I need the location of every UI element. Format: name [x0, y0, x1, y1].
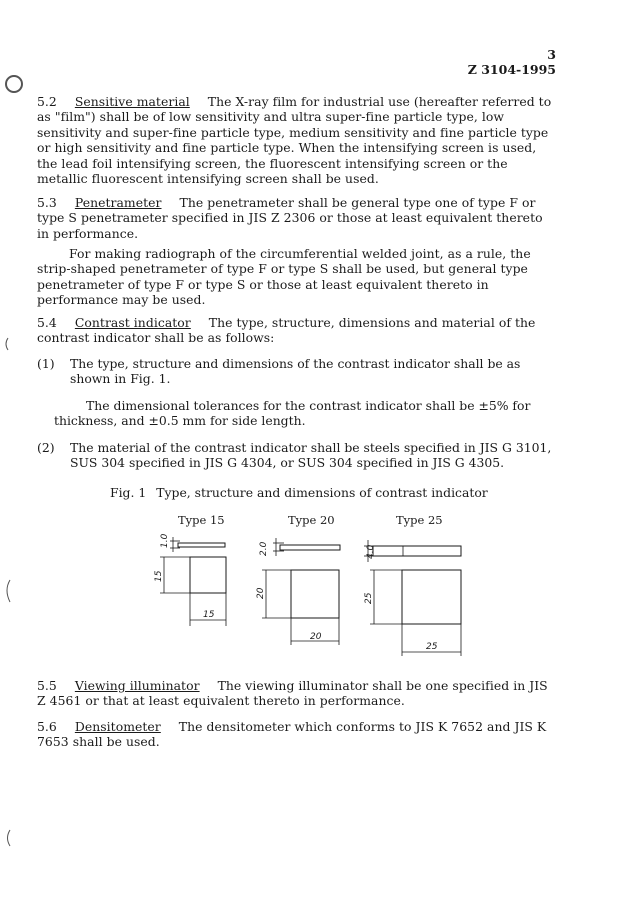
section-number: 5.6	[37, 719, 57, 734]
section-number: 5.2	[37, 94, 57, 109]
section-number: 5.3	[37, 195, 57, 210]
section-5-3-paragraph: For making radiograph of the circumferential welded joint, as a rule, the strip-shaped penetrameter of type F or type S shall be used, but general type penetrameter of type F or type S or those at least equivalent thereto in performance may be used.	[37, 246, 531, 308]
section-number: 5.4	[37, 315, 57, 330]
list-item-text: The material of the contrast indicator shall be steels specified in JIS G 3101, SUS 304 specified in JIS G 4304, or SUS 304 specified in JIS G 4305.	[70, 440, 552, 471]
tolerance-note: The dimensional tolerances for the contrast indicator shall be ±5% for thickness, and ±0.5 mm for side length.	[54, 398, 531, 429]
thickness-label: 4.0	[366, 544, 376, 559]
side-length-label: 20	[256, 587, 266, 599]
section-title: Contrast indicator	[74, 315, 191, 330]
side-length-label: 15	[203, 610, 215, 620]
side-length-label: 20	[310, 632, 322, 642]
scan-smudge	[8, 830, 11, 846]
scan-smudge	[7, 580, 10, 602]
section-title: Penetrameter	[74, 195, 162, 210]
list-item-number: (2)	[37, 440, 55, 455]
section-text: The viewing illuminator shall be one specified in JIS Z 4561 or that at least equivalent thereto in performance.	[37, 678, 548, 709]
thickness-label: 1.0	[160, 533, 170, 548]
section-text: The type, structure, dimensions and material of the contrast indicator shall be as follows:	[37, 315, 536, 346]
type-20-label: Type 20	[288, 513, 335, 527]
list-item-text: The type, structure and dimensions of the contrast indicator shall be as shown in Fig. 1.	[70, 356, 521, 387]
figure-number: Fig. 1	[110, 485, 147, 500]
side-length-label: 25	[426, 642, 438, 652]
standard-number: Z 3104-1995	[467, 62, 556, 77]
section-text: The penetrameter shall be general type one of type F or type S penetrameter specified in JIS Z 2306 or those at least equivalent thereto in performance.	[37, 195, 543, 241]
figure-title: Type, structure and dimensions of contrast indicator	[156, 485, 488, 500]
type-15-label: Type 15	[178, 513, 225, 527]
scan-smudge	[6, 338, 8, 350]
section-title: Viewing illuminator	[74, 678, 200, 693]
list-item-number: (1)	[37, 356, 55, 371]
section-text: The densitometer which conforms to JIS K 7652 and JIS K 7653 shall be used.	[37, 719, 547, 750]
section-number: 5.5	[37, 678, 57, 693]
section-title: Sensitive material	[74, 94, 190, 109]
page-number: 3	[547, 47, 556, 62]
side-length-label: 15	[154, 570, 164, 582]
section-text: The X-ray film for industrial use (hereafter referred to as "film") shall be of low sensitivity and ultra super-fine particle type, low sensitivity and super-fine particle type, medium sensitivity and fine particle type or high sensitivity and fine particle type. When the intensifying screen is used, the lead foil intensifying screen, the fluorescent intensifying screen or the metallic fluorescent intensifying screen shall be used.	[37, 94, 552, 187]
binding-hole-mark	[6, 76, 22, 92]
thickness-label: 2.0	[259, 541, 269, 556]
section-title: Densitometer	[74, 719, 161, 734]
side-length-label: 25	[364, 592, 374, 604]
type-25-label: Type 25	[396, 513, 443, 527]
